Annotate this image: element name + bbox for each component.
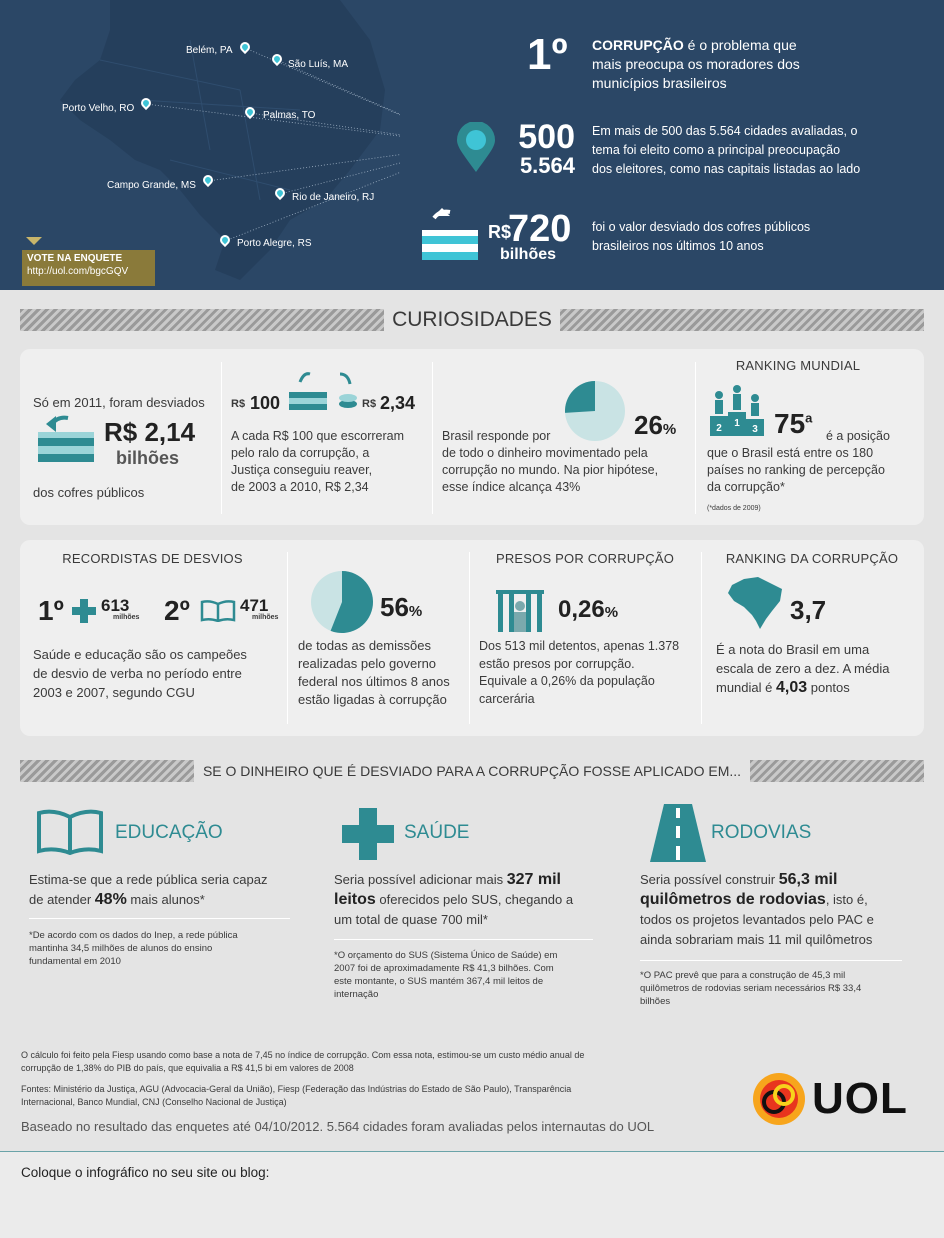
money-text [592, 218, 810, 256]
c4-text [707, 445, 885, 496]
saude-note-line: 2007 foi de aproximadamente R$ 41,3 bilhões. Com [334, 963, 554, 974]
edu-text-part: mais alunos* [126, 892, 205, 907]
r1-v2: 471 [240, 596, 269, 615]
c4-text-line: da corrupção* [707, 480, 785, 494]
podium-label: 2 [716, 423, 722, 434]
saude-text-part: oferecidos pelo SUS, chegando a [375, 892, 574, 907]
coins-icon [336, 370, 360, 410]
city-label: Rio de Janeiro, RJ [292, 192, 375, 203]
r3-number: 0,26 [558, 596, 605, 623]
footer-calc-line: corrupção de 1,38% do PIB do país, que equivalia a R$ 41,5 bi em valores de 2008 [21, 1063, 354, 1073]
section-title: SE O DINHEIRO QUE É DESVIADO PARA A CORRUPÇÃO FOSSE APLICADO EM... [194, 758, 750, 784]
edu-note-line: *De acordo com os dados do Inep, a rede pública [29, 930, 238, 941]
podium-label: 1 [734, 418, 740, 429]
vote-box[interactable] [22, 250, 155, 286]
saude-text-part: Seria possível adicionar mais [334, 872, 507, 887]
city-label: São Luís, MA [288, 59, 349, 70]
rod-note-line: quilômetros de rodovias seriam necessários R$ 33,4 [640, 983, 862, 994]
brazil-map-icon [726, 575, 784, 631]
r3-text-line: Equivale a 0,26% da população [479, 674, 655, 688]
separator [640, 960, 902, 961]
r1-v1: 613 [101, 596, 130, 615]
c4-text-line: que o Brasil está entre os 180 [707, 446, 874, 460]
divider [432, 362, 433, 514]
saude-note [334, 949, 557, 1001]
rod-text [640, 870, 874, 950]
footer-sources-line: Fontes: Ministério da Justiça, AGU (Advocacia-Geral da União), Fiesp (Federação das Indústrias do Estado de São Paulo), Transparência [21, 1084, 572, 1094]
pie-chart-56 [310, 570, 374, 634]
rod-highlight: quilômetros de rodovias [640, 891, 826, 908]
c2-text [231, 428, 404, 496]
rod-note-line: bilhões [640, 996, 671, 1007]
location-pin-icon [455, 122, 497, 174]
embed-label: Coloque o infográfico no seu site ou blog: [21, 1165, 270, 1180]
r4-value: 3,7 [790, 595, 827, 625]
rod-label: RODOVIAS [711, 822, 812, 843]
book-icon [36, 809, 104, 855]
podium-icon [708, 384, 766, 436]
edu-note-line: mantinha 34,5 milhões de alunos do ensino [29, 943, 213, 954]
rod-highlight: 56,3 mil [778, 871, 838, 888]
city-label: Porto Velho, RO [62, 103, 135, 114]
money-stack-icon [36, 414, 96, 464]
saude-text-line [334, 890, 573, 910]
edu-label: EDUCAÇÃO [115, 822, 223, 843]
edu-text-part: de atender [29, 892, 95, 907]
saude-text-line [334, 870, 573, 890]
c2-prefix-b: R$ [362, 398, 377, 410]
rod-note-line: *O PAC prevê que para a construção de 45,3 mil [640, 970, 846, 981]
c4-note: (*dados de 2009) [707, 505, 761, 512]
podium-label: 3 [752, 424, 758, 435]
r2-text-line: federal nos últimos 8 anos [298, 674, 450, 689]
divider [287, 552, 288, 724]
footer-calc [21, 1049, 584, 1075]
c4-after: é a posição [826, 429, 890, 443]
r2-text [298, 637, 450, 709]
pie-slice [565, 381, 595, 413]
c1-unit: bilhões [116, 448, 180, 468]
money-value: 720 [508, 208, 572, 250]
r3-value [558, 596, 618, 624]
money-stack-icon [420, 208, 482, 264]
r3-text-line: Dos 513 mil detentos, apenas 1.378 [479, 639, 680, 653]
c4-number: 75 [774, 408, 806, 439]
health-cross-icon [72, 599, 96, 623]
city-label: Belém, PA [186, 45, 233, 56]
footer-sources-line: Internacional, Banco Mundial, CNJ (Conselho Nacional de Justiça) [21, 1097, 287, 1107]
c4-sup: a [805, 410, 813, 426]
c4-title: RANKING MUNDIAL [735, 358, 861, 373]
c4-value [774, 408, 812, 440]
count-text-line: tema foi eleito como a principal preocupação [592, 143, 841, 157]
r1-first: 1º [38, 595, 64, 626]
c1-top: Só em 2011, foram desviados [33, 395, 205, 410]
rod-text-line: todos os projetos levantados pelo PAC e [640, 912, 874, 927]
rod-text-line [640, 870, 874, 890]
c2-prefix-a: R$ [231, 398, 246, 410]
r2-unit: % [408, 603, 423, 620]
uol-logo-icon [752, 1072, 806, 1126]
r4-text-part: pontos [807, 680, 850, 695]
rank-text [592, 36, 912, 93]
rod-text-line: ainda sobrariam mais 11 mil quilômetros [640, 932, 873, 947]
c2-text-line: de 2003 a 2010, R$ 2,34 [231, 480, 369, 494]
r1-text-line: de desvio de verba no período entre [33, 666, 242, 681]
city-label: Campo Grande, MS [107, 180, 196, 191]
c3-text-line: de todo o dinheiro movimentado pela [442, 446, 648, 460]
money-prefix: R$ [488, 222, 512, 242]
count-text [592, 122, 922, 179]
c2-text-line: A cada R$ 100 que escorreram [231, 429, 405, 443]
count-5564: 5.564 [519, 153, 575, 178]
c3-text-line: corrupção no mundo. Na pior hipótese, [442, 463, 659, 477]
r1-text [33, 645, 247, 702]
r4-world-avg: 4,03 [775, 679, 808, 696]
health-cross-icon [342, 808, 394, 860]
triangle-down-icon [26, 237, 42, 245]
r1-text-line: 2003 e 2007, segundo CGU [33, 685, 195, 700]
r1-text-line: Saúde e educação são os campeões [33, 647, 247, 662]
rank-text-3: municípios brasileiros [592, 75, 727, 91]
vote-label: VOTE NA ENQUETE [27, 253, 123, 264]
saude-note-line: este montante, o SUS mantém 367,4 mil leitos de [334, 976, 544, 987]
rank-text-2: mais preocupa os moradores dos [592, 56, 800, 72]
r4-text [716, 640, 889, 697]
c2-text-line: pelo ralo da corrupção, a [231, 446, 370, 460]
r4-title: RANKING DA CORRUPÇÃO [725, 551, 899, 566]
uol-logo-text: UOL [812, 1074, 908, 1123]
saude-note-line: *O orçamento do SUS (Sistema Único de Saúde) em [334, 950, 558, 961]
c2-a: 100 [250, 393, 281, 413]
count-500: 500 [518, 118, 575, 156]
r3-text-line: carcerária [479, 691, 535, 706]
edu-text-line [29, 890, 267, 910]
r4-text-line: escala de zero a dez. A média [716, 661, 890, 676]
stats-card [20, 540, 924, 736]
money-stack-icon [288, 370, 330, 412]
brazil-map [40, 0, 400, 290]
r4-text-line: É a nota do Brasil em uma [716, 642, 870, 657]
r3-text [479, 638, 679, 708]
edu-text-line: Estima-se que a rede pública seria capaz [29, 872, 268, 887]
separator [29, 918, 290, 919]
rod-text-line [640, 890, 874, 910]
rod-text-part: Seria possível construir [640, 872, 779, 887]
c2-b: 2,34 [380, 393, 416, 413]
saude-label: SAÚDE [404, 822, 470, 843]
saude-note-line: internação [334, 989, 379, 1000]
c3-text-line: Brasil responde por [442, 429, 551, 443]
c3-text [442, 428, 658, 496]
separator [334, 939, 593, 940]
vote-link[interactable]: http://uol.com/bgcGQV [27, 266, 129, 277]
c1-bottom: dos cofres públicos [33, 485, 145, 500]
edu-note-line: fundamental em 2010 [29, 956, 121, 967]
c3-number: 26 [634, 410, 663, 440]
count-text-line: dos eleitores, como nas capitais listadas ao lado [592, 162, 861, 176]
r1-second: 2º [164, 595, 190, 626]
r3-title: PRESOS POR CORRUPÇÃO [495, 551, 675, 566]
rod-text-part: , isto é, [825, 892, 868, 907]
money-text-line: brasileiros nos últimos 10 anos [592, 239, 764, 253]
rod-note [640, 969, 861, 1008]
divider [695, 362, 696, 514]
footer-sources [21, 1083, 571, 1109]
r2-value [380, 592, 422, 623]
rank-text-1: é o problema que [683, 37, 797, 53]
header-banner [0, 0, 944, 290]
saude-highlight: 327 mil [506, 871, 561, 888]
rank-value: 1º [527, 30, 568, 79]
saude-text-line: um total de quase 700 mil* [334, 912, 488, 927]
book-icon [200, 600, 236, 622]
edu-note [29, 929, 238, 968]
prison-bars-icon [494, 590, 546, 632]
edu-text [29, 870, 267, 910]
money-unit: bilhões [500, 246, 557, 263]
saude-text [334, 870, 573, 930]
divider [469, 552, 470, 724]
money-text-line: foi o valor desviado dos cofres públicos [592, 220, 811, 234]
divider [221, 362, 222, 514]
r2-number: 56 [380, 592, 409, 622]
r2-text-line: realizadas pelo governo [298, 656, 437, 671]
r1-u2: milhões [252, 614, 279, 621]
saude-highlight: leitos [334, 891, 376, 908]
city-label: Porto Alegre, RS [237, 238, 312, 249]
road-icon [650, 804, 706, 862]
section-title: CURIOSIDADES [384, 303, 560, 337]
edu-highlight: 48% [94, 891, 127, 908]
r4-text-line [716, 678, 889, 697]
r1-title: RECORDISTAS DE DESVIOS [62, 551, 243, 566]
divider [701, 552, 702, 724]
r2-text-line: estão ligadas à corrupção [298, 692, 447, 707]
c1-value: R$ 2,14 [104, 417, 196, 447]
footer-calc-line: O cálculo foi feito pela Fiesp usando como base a nota de 7,45 no índice de corrupção. Com essa nota, estimou-se um custo médio anual de [21, 1050, 585, 1060]
city-label: Palmas, TO [263, 110, 316, 121]
r2-text-line: de todas as demissões [298, 638, 431, 653]
footer-base: Baseado no resultado das enquetes até 04/10/2012. 5.564 cidades foram avaliadas pelos internautas do UOL [21, 1119, 655, 1134]
r3-unit: % [604, 604, 619, 621]
r4-text-part: mundial é [716, 680, 776, 695]
rank-bold: CORRUPÇÃO [592, 37, 684, 53]
c3-text-line: esse índice alcança 43% [442, 480, 581, 494]
r3-text-line: estão presos por corrupção. [479, 656, 635, 671]
c2-text-line: Justiça conseguiu reaver, [231, 463, 373, 477]
count-text-line: Em mais de 500 das 5.564 cidades avaliadas, o [592, 124, 858, 138]
r1-u1: milhões [113, 614, 140, 621]
c3-unit: % [662, 421, 677, 438]
c4-text-line: países no ranking de percepção [707, 463, 885, 477]
